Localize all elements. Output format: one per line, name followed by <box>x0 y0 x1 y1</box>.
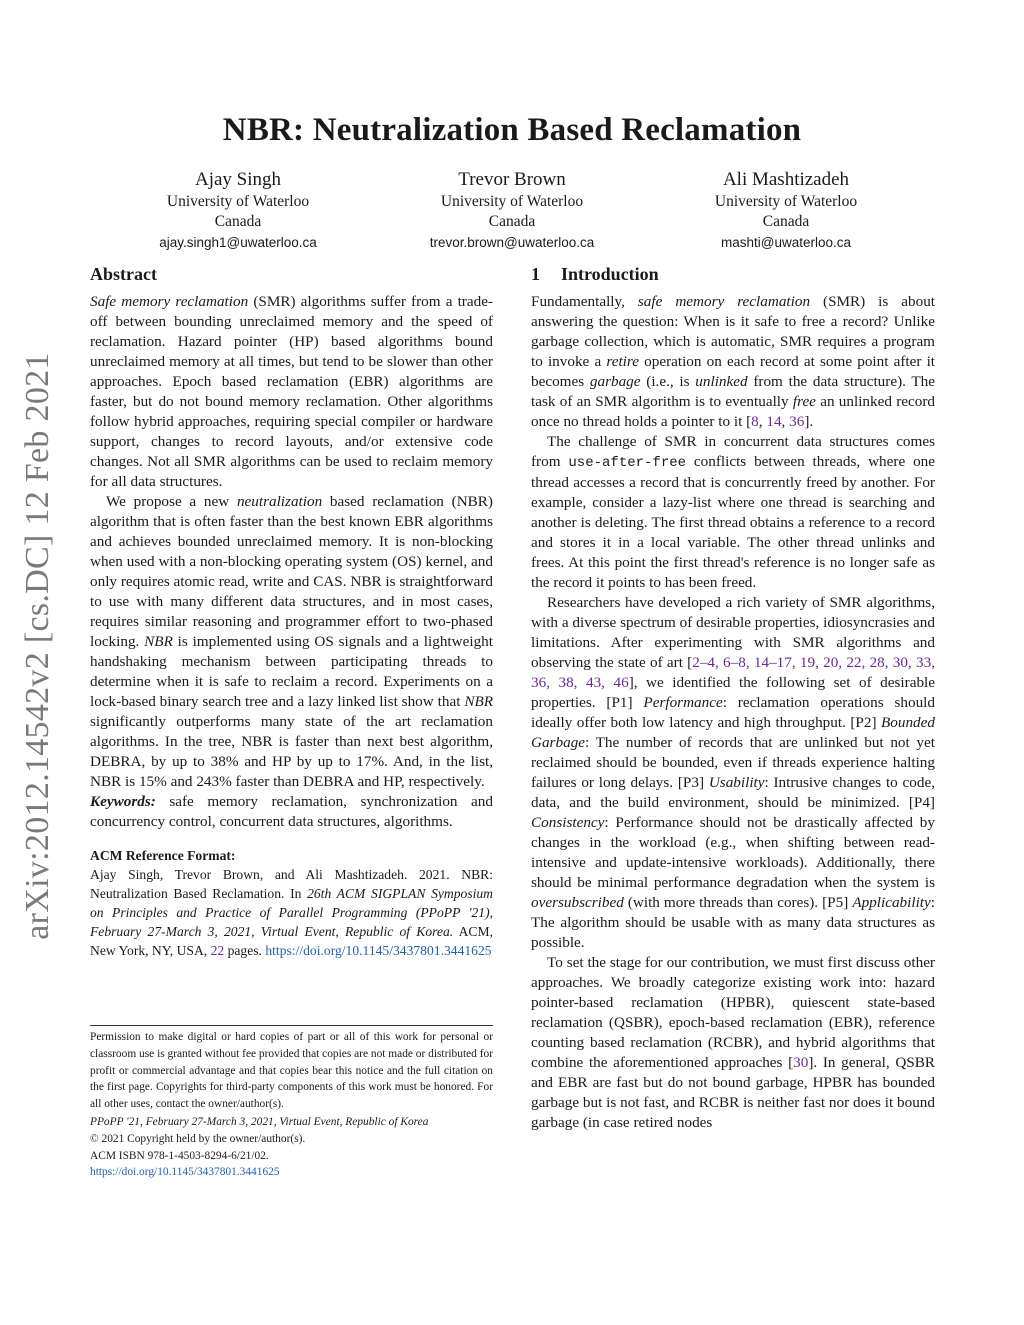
section-heading-introduction <box>531 262 935 286</box>
arxiv-side-label <box>14 348 62 944</box>
author-email[interactable]: trevor.brown@uwaterloo.ca <box>429 235 595 250</box>
citation-link[interactable]: 36 <box>789 413 805 430</box>
acm-reference-format <box>90 846 493 960</box>
section-title: Introduction <box>561 264 659 284</box>
citation-link[interactable]: 30 <box>793 1054 809 1071</box>
author-email[interactable]: ajay.singh1@uwaterloo.ca <box>159 235 317 250</box>
permission-footnote <box>90 1025 493 1181</box>
section-number: 1 <box>531 264 540 284</box>
keywords-label: Keywords: <box>90 793 156 810</box>
paper-title: NBR: Neutralization Based Reclamation <box>222 112 802 148</box>
acm-reference-text: Ajay Singh, Trevor Brown, and Ali Mashtizadeh. 2021. NBR: Neutralization Based Reclamation. In 26th ACM SIGPLAN Symposium on Principles and Practice of Parallel Programming (PPoPP '21), February 27-March 3, 2021, Virtual Event, Republic of Korea. ACM, New York, NY, USA, 22 pages. https://doi.org/10.1145/3437801.3441625 <box>90 867 493 958</box>
author-block-1 <box>98 168 378 253</box>
arxiv-identifier: arXiv:2012.14542v2 [cs.DC] 12 Feb 2021 <box>19 352 56 940</box>
intro-paragraph-1: Fundamentally, safe memory reclamation (SMR) is about answering the question: When is it safe to free a record? Unlike garbage collection, which is automatic, SMR requires a program to invoke a retire operation on each record at some point after it becomes garbage (i.e., is unlinked from the data structure). The task of an SMR algorithm is to eventually free an unlinked record once no thread holds a pointer to it [8, 14, 36]. <box>531 293 936 430</box>
abstract-heading: Abstract <box>90 264 157 284</box>
acm-reference-heading: ACM Reference Format: <box>90 848 236 863</box>
author-block-3 <box>646 168 926 253</box>
author-affiliation: University of Waterloo <box>440 193 584 210</box>
left-column <box>90 262 493 960</box>
author-affiliation: University of Waterloo <box>166 193 310 210</box>
copyright-line: © 2021 Copyright held by the owner/author(s). <box>90 1132 306 1145</box>
right-column <box>531 262 935 1133</box>
citation-list[interactable]: 2–4, 6–8, 14–17, 19, 20, 22, 28, 30, 33, 36, 38, 43, 46 <box>531 654 936 691</box>
pages-link[interactable]: 22 <box>210 943 225 958</box>
permission-text: Permission to make digital or hard copies of part or all of this work for personal or classroom use is granted without fee provided that copies are not made or distributed for profit or commercial advantage and that copies bear this notice and the full citation on the first page. Copyrights for third-party components of this work must be honored. For all other uses, contact the owner/author(s). <box>90 1031 493 1111</box>
author-affiliation: University of Waterloo <box>714 193 858 210</box>
author-name: Ali Mashtizadeh <box>722 169 850 190</box>
citation-link[interactable]: 8 <box>751 413 759 430</box>
code-term: use-after-free <box>568 455 687 471</box>
author-country: Canada <box>214 213 262 230</box>
abstract-paragraph-2: We propose a new neutralization based reclamation (NBR) algorithm that is often faster than the best known EBR algorithms and achieves bounded unreclaimed memory. It is non-blocking when used with a non-blocking operating system (OS) kernel, and only requires atomic read, write and CAS. NBR is straightforward to use with many different data structures, and in most cases, requires similar reasoning and programmer effort to two-phased locking. NBR is implemented using OS signals and a lightweight handshaking mechanism between participating threads to determine when it is safe to reclaim a record. Experiments on a lock-based binary search tree and a lazy linked list show that NBR significantly outperforms many state of the art reclamation algorithms. In the tree, NBR is faster than next best algorithm, DEBRA, by up to 38% and HP by up to 17%. And, in the list, NBR is 15% and 243% faster than DEBRA and HP, respectively. <box>90 493 493 790</box>
author-email[interactable]: mashti@uwaterloo.ca <box>720 235 851 250</box>
footnote-doi-link[interactable]: https://doi.org/10.1145/3437801.3441625 <box>90 1166 280 1179</box>
citation-link[interactable]: 14 <box>766 413 782 430</box>
keywords: Keywords: safe memory reclamation, synchronization and concurrency control, concurrent data structures, algorithms. <box>90 793 493 830</box>
author-name: Ajay Singh <box>194 169 282 190</box>
intro-paragraph-2: The challenge of SMR in concurrent data structures comes from use-after-free conflicts between threads, where one thread accesses a record that is concurrently freed by another. For example, consider a lazy-list where one thread is searching and another is deleting. The first thread obtains a reference to a record and stores it in a local variable. The other thread unlinks and frees. At this point the first thread's reference is no longer safe as the record it points to has been freed. <box>531 433 935 591</box>
author-name: Trevor Brown <box>458 169 566 190</box>
doi-link[interactable]: https://doi.org/10.1145/3437801.3441625 <box>265 943 492 958</box>
author-block-2 <box>372 168 652 253</box>
author-country: Canada <box>762 213 810 230</box>
isbn-line: ACM ISBN 978-1-4503-8294-6/21/02. <box>90 1149 269 1162</box>
intro-paragraph-4: To set the stage for our contribution, we must first discuss other approaches. We broadly categorize existing work into: hazard pointer-based reclamation (HPBR), quiescent state-based reclamation (QSBR), epoch-based reclamation (EBR), reference counting based reclamation (RCBR), and hybrid algorithms that combine the aforementioned approaches [30]. In general, QSBR and EBR are fast but do not bound garbage, HPBR has bounded garbage but is not fast, and RCBR is neither fast nor does it bound garbage (in case retired nodes <box>531 954 936 1131</box>
venue-line: PPoPP '21, February 27-March 3, 2021, Virtual Event, Republic of Korea <box>90 1115 429 1128</box>
intro-paragraph-3: Researchers have developed a rich variety of SMR algorithms, with a diverse spectrum of desirable properties, idiosyncrasies and limitations. After experimenting with SMR algorithms and observing the state of art [2–4, 6–8, 14–17, 19, 20, 22, 28, 30, 33, 36, 38, 43, 46], we identified the following set of desirable properties. [P1] Performance: reclamation operations should ideally offer both low latency and high throughput. [P2] Bounded Garbage: The number of records that are unlinked but not yet reclaimed should be bounded, even if threads experience halting failures or long delays. [P3] Usability: Intrusive changes to code, data, and the build environment, should be minimized. [P4] Consistency: Performance should not be drastically affected by changes in the workload (e.g., when shifting between read-intensive and update-intensive workloads). Additionally, there should be minimal performance degradation when the system is oversubscribed (with more threads than cores). [P5] Applicability: The algorithm should be usable with as many data structures as possible. <box>531 594 936 951</box>
author-country: Canada <box>488 213 536 230</box>
abstract-paragraph-1: Safe memory reclamation (SMR) algorithms suffer from a trade-off between bounding unreclaimed memory and the speed of reclamation. Hazard pointer (HP) based algorithms bound unreclaimed memory at all times, but tend to be slower than other approaches. Epoch based reclamation (EBR) algorithms are faster, but do not bound memory reclamation. Other algorithms follow hybrid approaches, requiring special compiler or hardware support, changes to record layouts, and/or extensive code changes. Not all SMR algorithms can be used to reclaim memory for all data structures. <box>90 293 493 490</box>
